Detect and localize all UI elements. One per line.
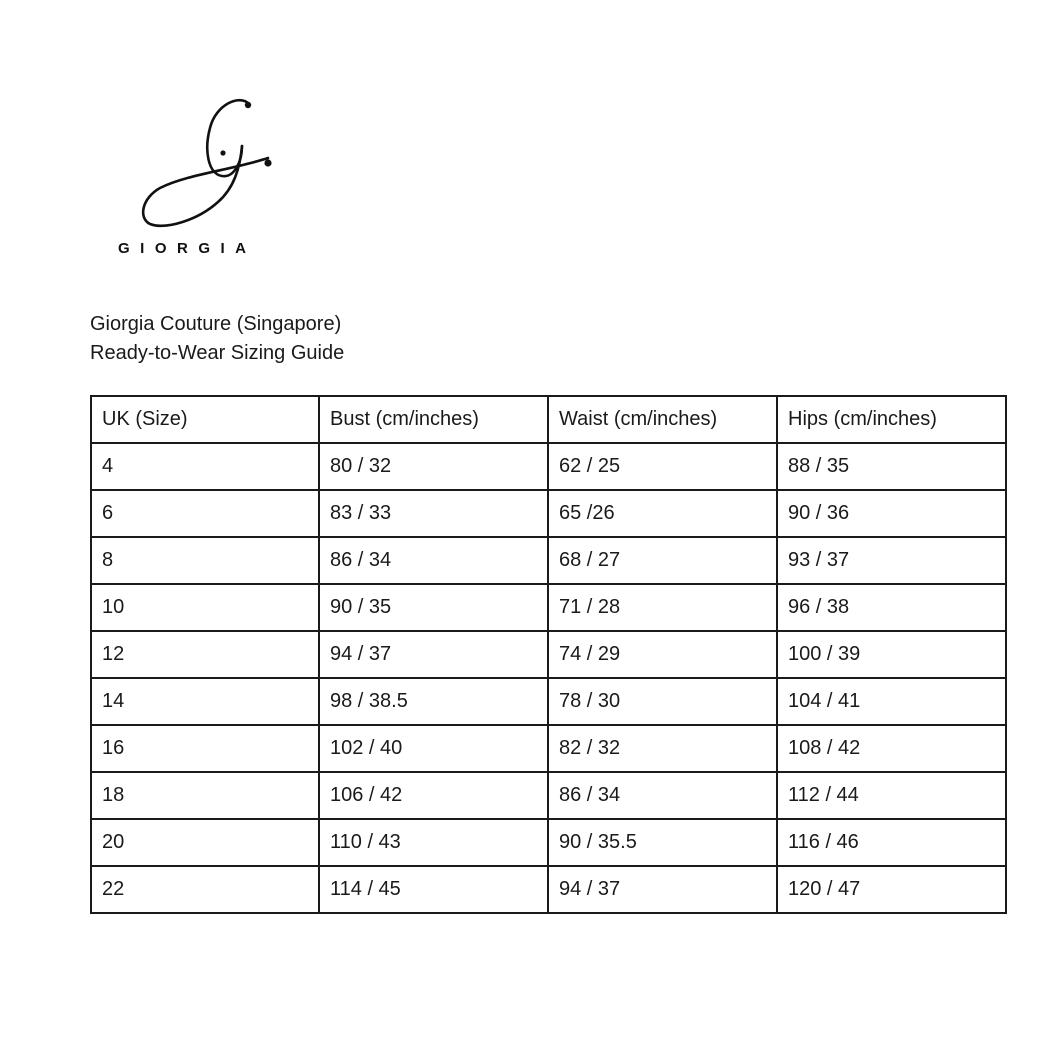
sizing-table (90, 395, 1007, 914)
cell-uk-size: 4 (91, 443, 319, 490)
cell-hips: 90 / 36 (777, 490, 1006, 537)
cell-bust: 98 / 38.5 (319, 678, 548, 725)
cell-waist: 68 / 27 (548, 537, 777, 584)
table-header-row (91, 396, 1006, 443)
cell-bust: 110 / 43 (319, 819, 548, 866)
cell-waist: 62 / 25 (548, 443, 777, 490)
cell-bust: 80 / 32 (319, 443, 548, 490)
cell-waist: 71 / 28 (548, 584, 777, 631)
guide-heading (90, 310, 344, 368)
guide-title: Ready-to-Wear Sizing Guide (90, 342, 345, 364)
cell-waist: 82 / 32 (548, 725, 777, 772)
script-g-logo-icon (136, 96, 281, 231)
cell-uk-size: 16 (91, 725, 319, 772)
table-row (91, 631, 1006, 678)
cell-uk-size: 18 (91, 772, 319, 819)
cell-hips: 108 / 42 (777, 725, 1006, 772)
company-name: Giorgia Couture (Singapore) (90, 313, 342, 335)
table-row (91, 819, 1006, 866)
cell-bust: 94 / 37 (319, 631, 548, 678)
header-hips: Hips (cm/inches) (777, 396, 1006, 443)
cell-bust: 106 / 42 (319, 772, 548, 819)
cell-hips: 116 / 46 (777, 819, 1006, 866)
cell-uk-size: 14 (91, 678, 319, 725)
cell-bust: 86 / 34 (319, 537, 548, 584)
cell-hips: 112 / 44 (777, 772, 1006, 819)
table-row (91, 537, 1006, 584)
table-row (91, 772, 1006, 819)
cell-uk-size: 6 (91, 490, 319, 537)
cell-waist: 78 / 30 (548, 678, 777, 725)
header-waist: Waist (cm/inches) (548, 396, 777, 443)
cell-hips: 104 / 41 (777, 678, 1006, 725)
table-row (91, 678, 1006, 725)
cell-hips: 96 / 38 (777, 584, 1006, 631)
cell-bust: 90 / 35 (319, 584, 548, 631)
cell-waist: 94 / 37 (548, 866, 777, 913)
cell-hips: 100 / 39 (777, 631, 1006, 678)
cell-hips: 93 / 37 (777, 537, 1006, 584)
cell-uk-size: 22 (91, 866, 319, 913)
cell-hips: 88 / 35 (777, 443, 1006, 490)
table-row (91, 584, 1006, 631)
table-row (91, 443, 1006, 490)
cell-bust: 102 / 40 (319, 725, 548, 772)
cell-uk-size: 10 (91, 584, 319, 631)
cell-uk-size: 8 (91, 537, 319, 584)
table-row (91, 866, 1006, 913)
cell-bust: 83 / 33 (319, 490, 548, 537)
table-row (91, 725, 1006, 772)
cell-bust: 114 / 45 (319, 866, 548, 913)
brand-wordmark: GIORGIA (118, 240, 257, 257)
table-row (91, 490, 1006, 537)
cell-waist: 86 / 34 (548, 772, 777, 819)
cell-waist: 74 / 29 (548, 631, 777, 678)
brand-logo (118, 92, 288, 264)
cell-waist: 90 / 35.5 (548, 819, 777, 866)
header-bust: Bust (cm/inches) (319, 396, 548, 443)
cell-waist: 65 /26 (548, 490, 777, 537)
header-uk-size: UK (Size) (91, 396, 319, 443)
cell-hips: 120 / 47 (777, 866, 1006, 913)
cell-uk-size: 12 (91, 631, 319, 678)
cell-uk-size: 20 (91, 819, 319, 866)
